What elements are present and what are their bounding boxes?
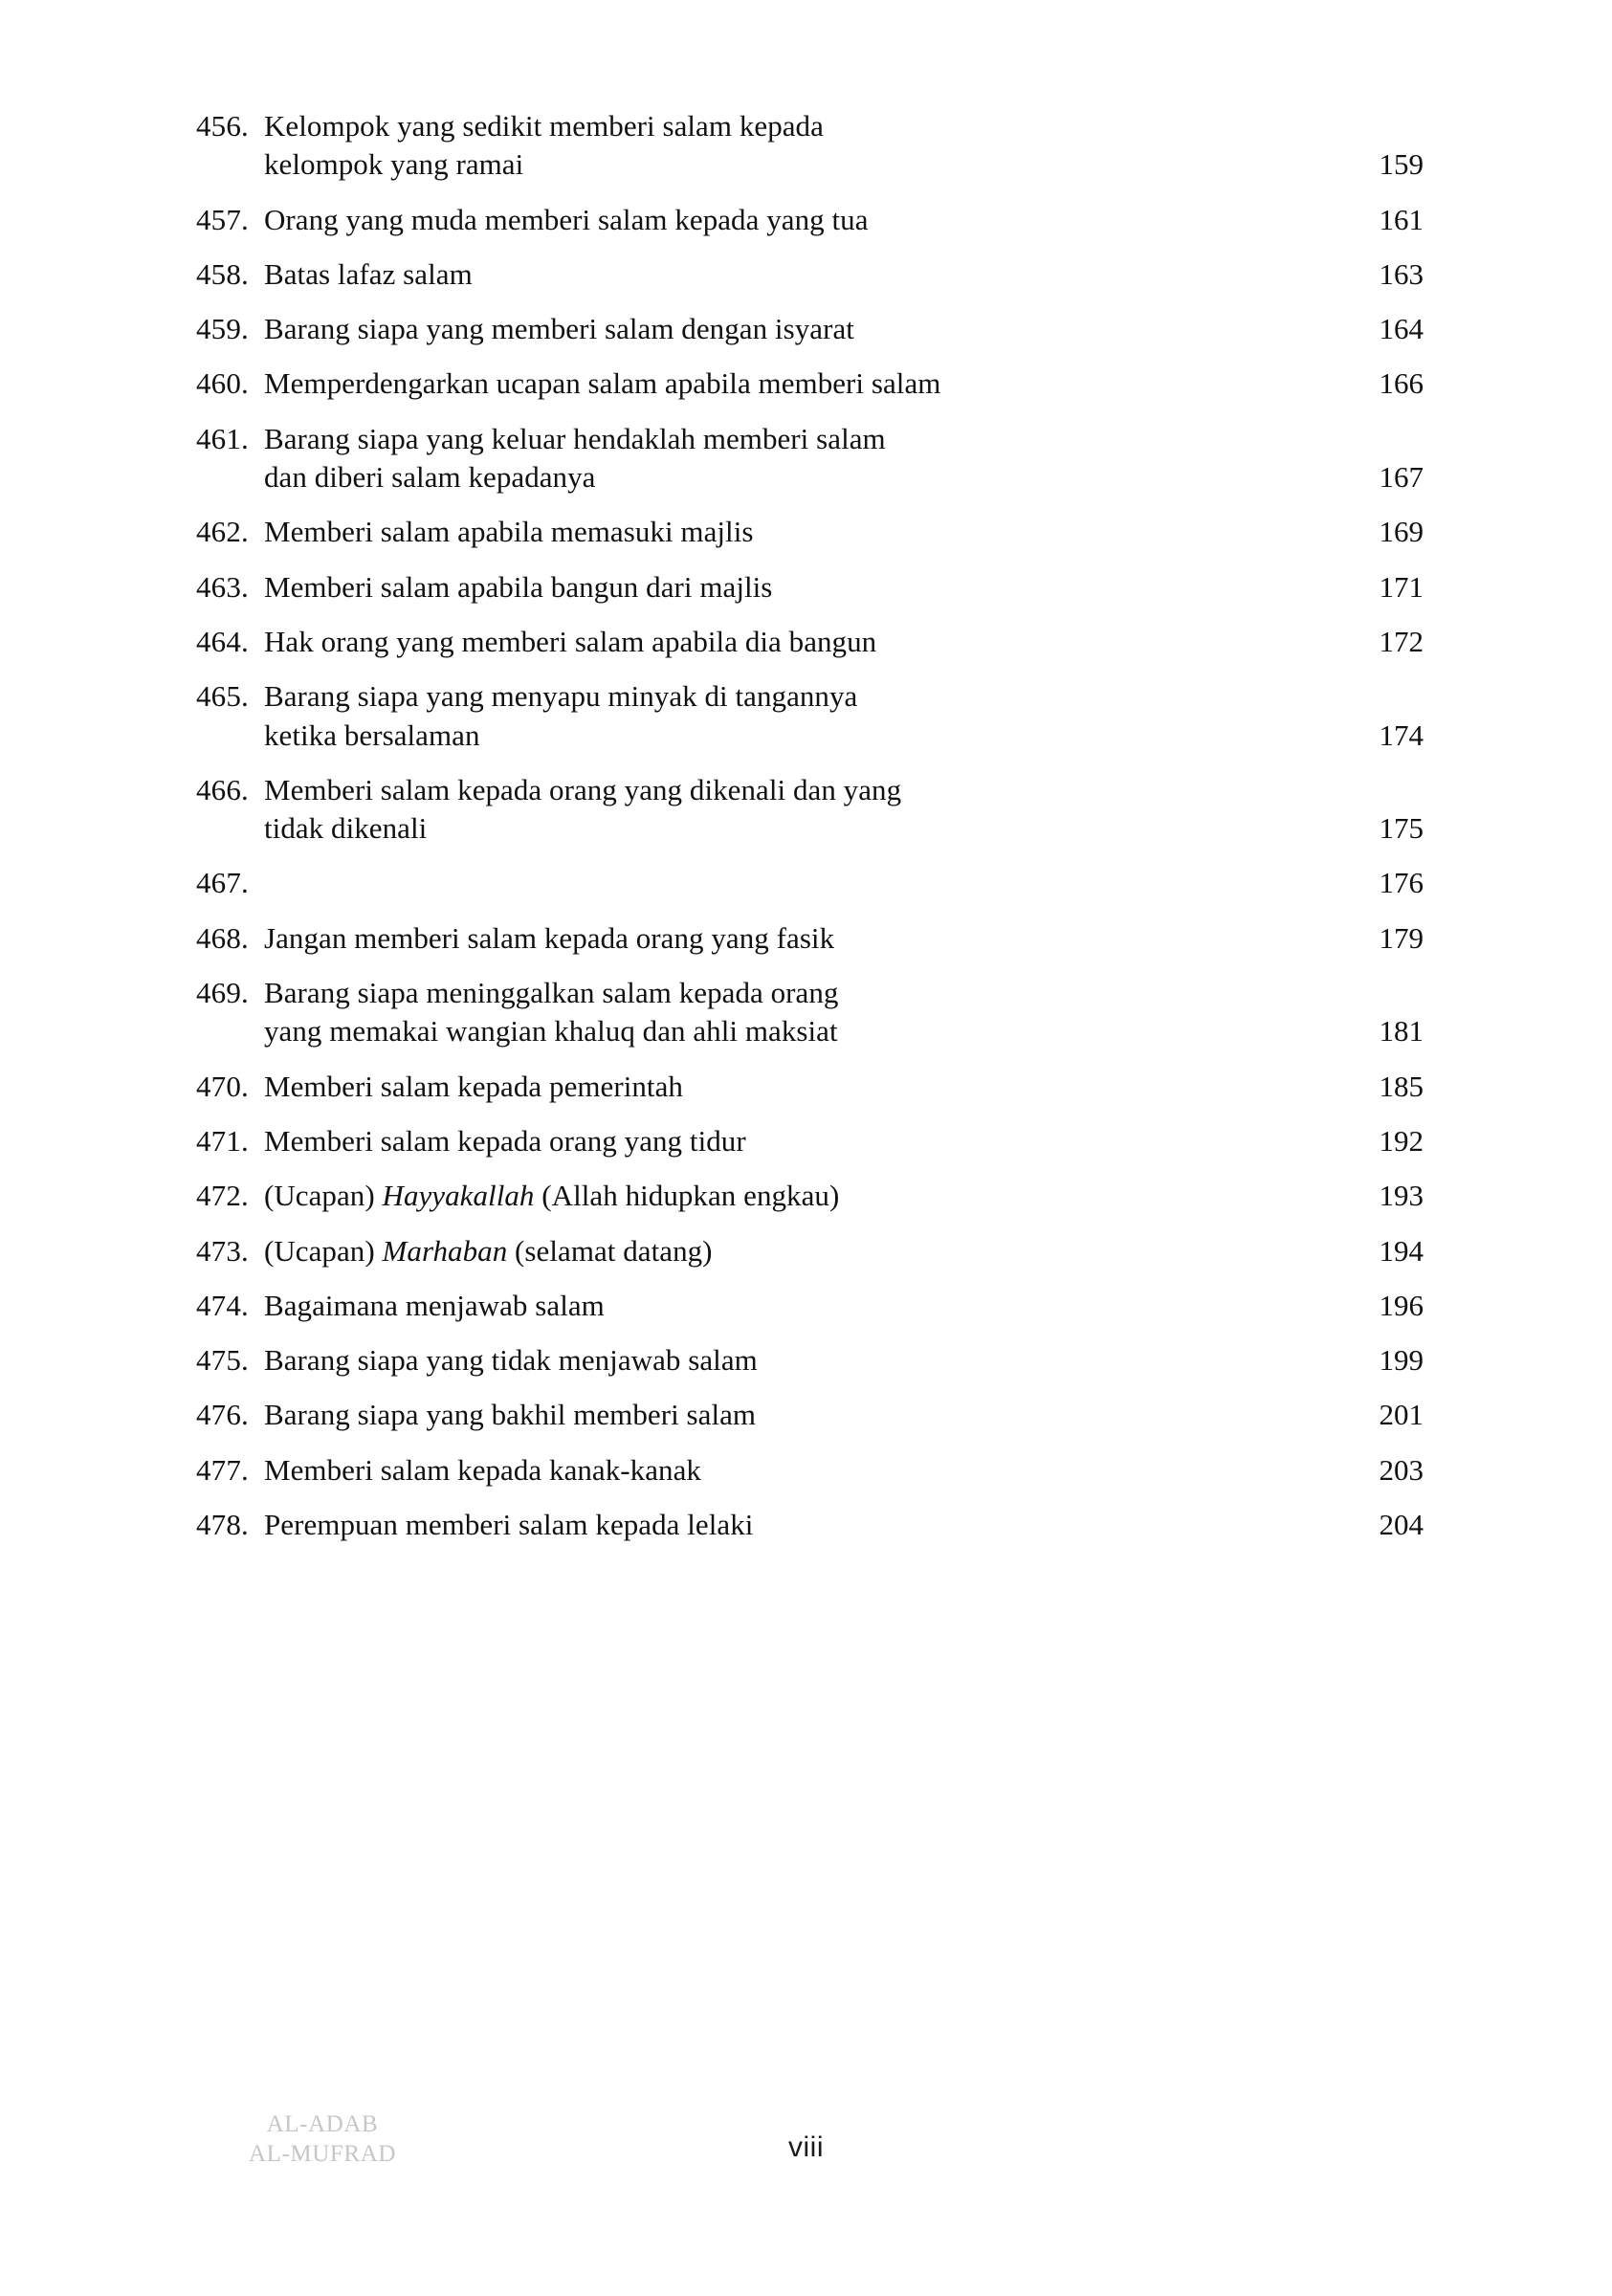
toc-entry-line: [161, 771, 1424, 809]
toc-entry-line: [161, 677, 1424, 716]
toc-entry-number: 476.: [195, 1398, 249, 1432]
toc-entry[interactable]: [161, 623, 1424, 661]
toc-entry-page-number: 172: [1379, 624, 1424, 658]
toc-entry-number: 470.: [195, 1069, 249, 1103]
toc-entry-line: [161, 1451, 1424, 1490]
toc-entry-page-number: 176: [1379, 866, 1424, 900]
toc-entry-title: ketika bersalaman: [264, 718, 480, 752]
toc-entry-line: [161, 458, 1424, 497]
toc-entry-number: 461.: [195, 421, 249, 455]
toc-entry-number: 464.: [195, 624, 249, 658]
toc-entry-page-number: 181: [1379, 1014, 1424, 1049]
toc-entry-number: 477.: [195, 1452, 249, 1487]
toc-entry-page-number: 163: [1379, 256, 1424, 291]
toc-entry-title: Barang siapa yang keluar hendaklah memberi salam: [264, 421, 886, 455]
toc-entry[interactable]: [161, 1122, 1424, 1160]
toc-entry-title: (Ucapan) Hayyakallah (Allah hidupkan engkau): [264, 1179, 840, 1213]
toc-entry[interactable]: [161, 1232, 1424, 1270]
toc-entry[interactable]: [161, 568, 1424, 607]
toc-entry-number: 467.: [195, 866, 249, 900]
toc-entry[interactable]: [161, 1177, 1424, 1215]
toc-entry[interactable]: [161, 310, 1424, 348]
toc-entry-page-number: 169: [1379, 515, 1424, 549]
toc-entry[interactable]: [161, 364, 1424, 403]
toc-entry[interactable]: [161, 677, 1424, 755]
table-of-contents: [161, 107, 1424, 1560]
toc-entry-title: Barang siapa meninggalkan salam kepada orang: [264, 976, 839, 1010]
toc-entry-page-number: 171: [1379, 569, 1424, 604]
page-folio-number: viii: [788, 2131, 824, 2163]
toc-entry-title: Barang siapa yang menyapu minyak di tangannya: [264, 679, 858, 714]
toc-entry-page-number: 159: [1379, 147, 1424, 182]
toc-entry-page-number: 203: [1379, 1452, 1424, 1487]
toc-entry[interactable]: [161, 1506, 1424, 1544]
watermark-line-1: AL-ADAB: [266, 2111, 379, 2137]
toc-entry-line: [161, 568, 1424, 607]
toc-entry-title: Jangan memberi salam kepada orang yang fasik: [264, 920, 835, 955]
toc-entry-title: Barang siapa yang tidak menjawab salam: [264, 1343, 758, 1378]
toc-entry-number: 474.: [195, 1288, 249, 1322]
toc-entry-number: 478.: [195, 1508, 249, 1542]
toc-entry-page-number: 193: [1379, 1179, 1424, 1213]
toc-entry-number: 466.: [195, 772, 249, 806]
toc-entry-line: [161, 1396, 1424, 1434]
toc-entry[interactable]: [161, 513, 1424, 551]
toc-entry-title: Orang yang muda memberi salam kepada yang tua: [264, 202, 869, 236]
toc-entry[interactable]: [161, 1451, 1424, 1490]
toc-entry-page-number: 199: [1379, 1343, 1424, 1378]
toc-entry[interactable]: [161, 919, 1424, 958]
toc-entry-line: [161, 1341, 1424, 1380]
toc-entry-title: Bagaimana menjawab salam: [264, 1288, 605, 1322]
toc-entry-line: [161, 1232, 1424, 1270]
toc-entry-number: 469.: [195, 976, 249, 1010]
toc-entry-line: [161, 809, 1424, 848]
toc-entry-line: [161, 364, 1424, 403]
toc-entry-number: 456.: [195, 109, 249, 143]
toc-entry-page-number: 185: [1379, 1069, 1424, 1103]
toc-entry-page-number: 201: [1379, 1398, 1424, 1432]
toc-entry-number: 465.: [195, 679, 249, 714]
toc-entry-title: Memberi salam kepada orang yang tidur: [264, 1123, 746, 1158]
toc-entry[interactable]: [161, 1068, 1424, 1106]
toc-entry-title: dan diberi salam kepadanya: [264, 460, 596, 495]
toc-entry[interactable]: [161, 1287, 1424, 1325]
toc-entry-line: [161, 310, 1424, 348]
toc-entry-title: Memperdengarkan ucapan salam apabila memberi salam: [264, 366, 941, 401]
toc-entry[interactable]: [161, 771, 1424, 849]
toc-entry-page-number: 175: [1379, 811, 1424, 846]
toc-entry-title: Batas lafaz salam: [264, 256, 473, 291]
toc-entry-number: 472.: [195, 1179, 249, 1213]
toc-entry-line: [161, 623, 1424, 661]
toc-entry-line: [161, 1506, 1424, 1544]
toc-entry-line: [161, 1177, 1424, 1215]
toc-entry[interactable]: [161, 107, 1424, 185]
toc-entry-line: [161, 1122, 1424, 1160]
toc-entry-line: [161, 919, 1424, 958]
toc-entry-line: [161, 513, 1424, 551]
toc-entry-line: [161, 201, 1424, 239]
toc-entry-page-number: 174: [1379, 718, 1424, 752]
watermark-line-2: AL-MUFRAD: [248, 2141, 397, 2168]
toc-entry-page-number: 196: [1379, 1288, 1424, 1322]
toc-entry-line: [161, 974, 1424, 1012]
toc-entry-number: 460.: [195, 366, 249, 401]
toc-entry-title: Memberi salam kepada orang yang dikenali dan yang: [264, 772, 902, 806]
toc-entry-number: 473.: [195, 1233, 249, 1268]
toc-entry-title: tidak dikenali: [264, 811, 428, 846]
toc-entry-line: [161, 864, 1424, 902]
toc-entry-line: [161, 1068, 1424, 1106]
toc-entry-title: Kelompok yang sedikit memberi salam kepada: [264, 109, 824, 143]
toc-entry-title: Memberi salam apabila bangun dari majlis: [264, 569, 773, 604]
toc-entry-line: [161, 1012, 1424, 1050]
toc-entry-page-number: 179: [1379, 920, 1424, 955]
toc-entry-title: (Ucapan) Marhaban (selamat datang): [264, 1233, 713, 1268]
toc-entry-page-number: 204: [1379, 1508, 1424, 1542]
toc-entry-line: [161, 717, 1424, 755]
toc-entry-line: [161, 420, 1424, 458]
toc-entry-number: 457.: [195, 202, 249, 236]
toc-entry[interactable]: [161, 974, 1424, 1051]
toc-entry-title: Hak orang yang memberi salam apabila dia bangun: [264, 624, 877, 658]
toc-entry-title: kelompok yang ramai: [264, 147, 524, 182]
toc-entry[interactable]: [161, 864, 1424, 902]
toc-entry-title: Barang siapa yang memberi salam dengan isyarat: [264, 312, 854, 346]
toc-entry[interactable]: [161, 255, 1424, 294]
toc-entry-title: yang memakai wangian khaluq dan ahli maksiat: [264, 1014, 838, 1049]
toc-entry-number: 468.: [195, 920, 249, 955]
toc-entry-line: [161, 1287, 1424, 1325]
toc-entry-title: Barang siapa yang bakhil memberi salam: [264, 1398, 757, 1432]
toc-entry-page-number: 164: [1379, 312, 1424, 346]
toc-entry-page-number: 194: [1379, 1233, 1424, 1268]
toc-entry-number: 471.: [195, 1123, 249, 1158]
toc-entry-number: 458.: [195, 256, 249, 291]
toc-entry[interactable]: [161, 1341, 1424, 1380]
toc-entry-page-number: 161: [1379, 202, 1424, 236]
toc-entry-number: 459.: [195, 312, 249, 346]
toc-entry-line: [161, 255, 1424, 294]
toc-entry[interactable]: [161, 1396, 1424, 1434]
toc-entry-title: Memberi salam apabila memasuki majlis: [264, 515, 754, 549]
toc-entry-number: 462.: [195, 515, 249, 549]
toc-entry-line: [161, 145, 1424, 184]
toc-entry-number: 463.: [195, 569, 249, 604]
toc-entry-page-number: 167: [1379, 460, 1424, 495]
toc-entry-title: Memberi salam kepada pemerintah: [264, 1069, 683, 1103]
toc-entry-line: [161, 107, 1424, 145]
toc-entry-title: Memberi salam kepada kanak-kanak: [264, 1452, 701, 1487]
toc-entry[interactable]: [161, 201, 1424, 239]
toc-entry-page-number: 192: [1379, 1123, 1424, 1158]
toc-entry-page-number: 166: [1379, 366, 1424, 401]
toc-entry-title: Perempuan memberi salam kepada lelaki: [264, 1508, 754, 1542]
toc-entry-number: 475.: [195, 1343, 249, 1378]
toc-entry[interactable]: [161, 420, 1424, 497]
